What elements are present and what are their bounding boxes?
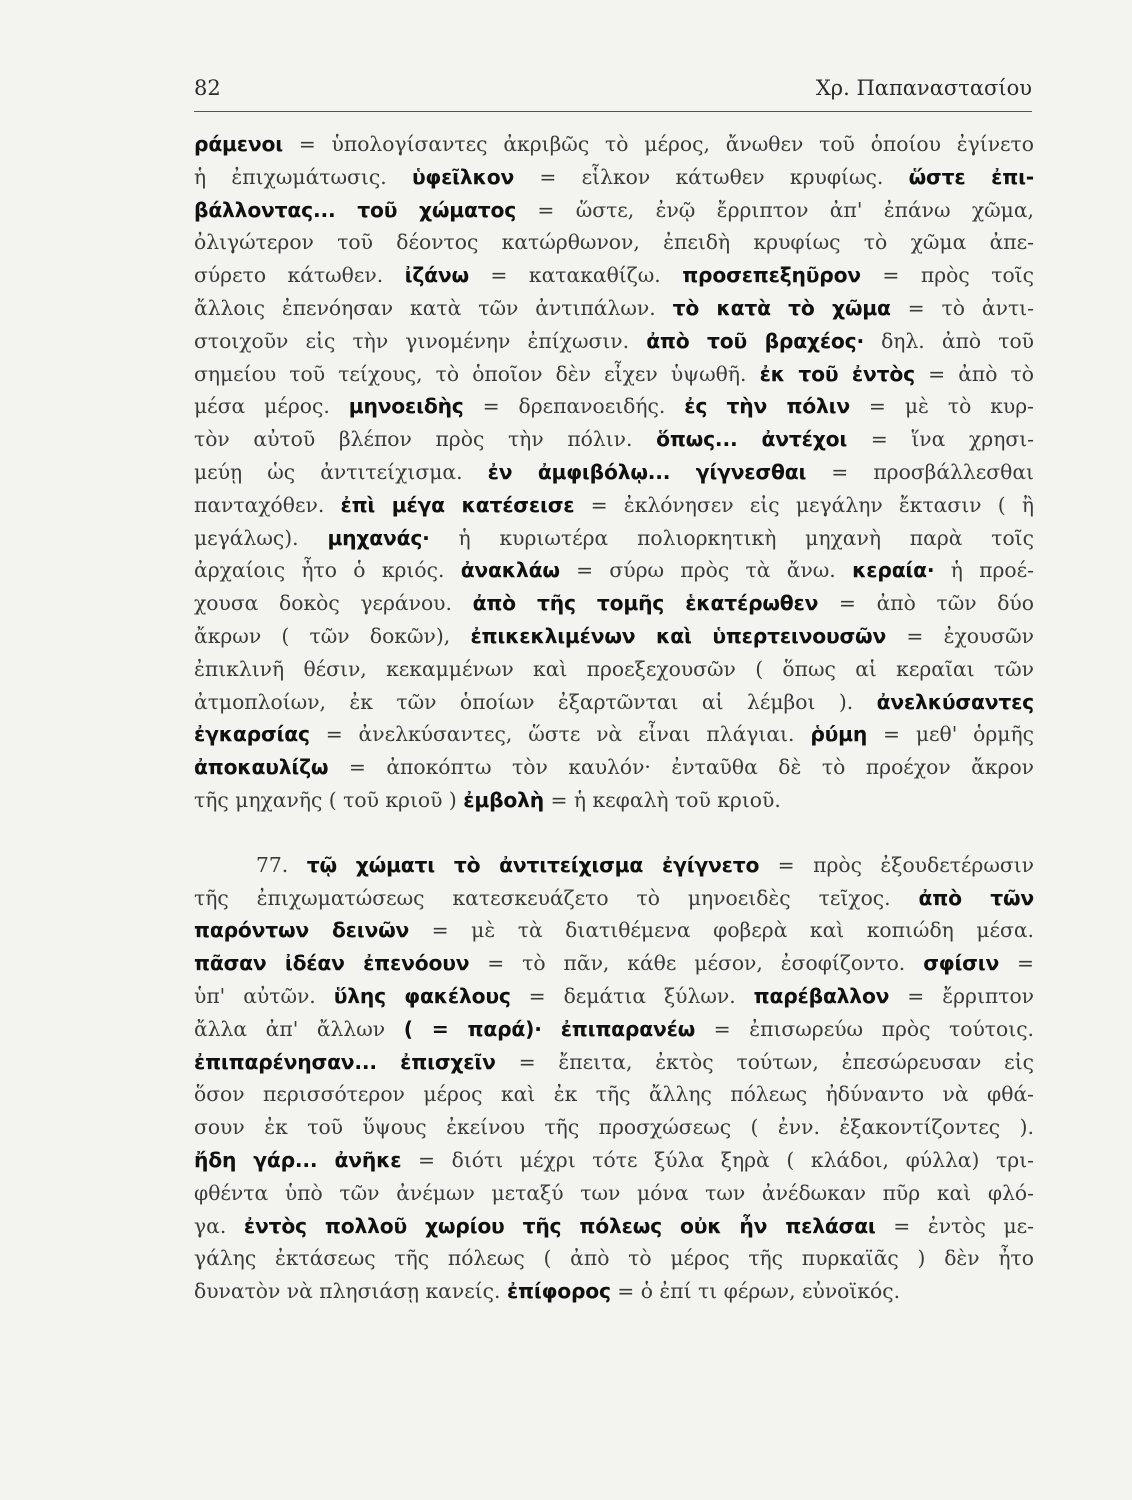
lemma-term: παρέβαλλον	[753, 983, 890, 1008]
gloss-text: = μὲ τὸ κυρ-	[850, 394, 1034, 419]
gloss-text: τῆς μηχανῆς ( τοῦ κριοῦ )	[194, 787, 464, 812]
gloss-text: = ὑπολογίσαντες ἀκριβῶς τὸ μέρος, ἄνωθεν τοῦ ὁποίου ἐγίνετο	[282, 132, 1034, 156]
gloss-text: ἀτμοπλοίων, ἐκ τῶν ὁποίων ἐξαρτῶνται αἱ λέμβοι ).	[194, 689, 877, 714]
gloss-text: χουσα δοκὸς γεράνου.	[194, 591, 473, 616]
gloss-text: ἡ ἐπιχωμάτωσις.	[194, 164, 412, 189]
lemma-term: ἐς τὴν πόλιν	[684, 394, 850, 419]
running-head: Χρ. Παπαναστασίου	[815, 76, 1032, 100]
gloss-text: = ἀπὸ τῶν δύο	[818, 591, 1034, 616]
text-line	[194, 882, 1034, 915]
text-line	[194, 620, 1034, 653]
lemma-term: ἐντὸς πολλοῦ χωρίου τῆς πόλεως οὐκ ἦν πελάσαι	[243, 1213, 876, 1238]
gloss-text: = δρεπανοειδής.	[463, 394, 685, 419]
gloss-text: = κατακαθίζω.	[468, 263, 683, 288]
header-rule	[194, 111, 1032, 112]
gloss-text: ἐπικλινῆ θέσιν, κεκαμμένων καὶ προεξεχουσῶν ( ὅπως αἱ κεραῖαι τῶν	[194, 656, 1034, 681]
gloss-text: ἄκρων ( τῶν δοκῶν),	[194, 623, 471, 648]
text-line	[194, 292, 1034, 325]
gloss-text: ὅσον περισσότερον μέρος καὶ ἐκ τῆς ἄλλης πόλεως ἠδύναντο νὰ φθά-	[194, 1082, 1034, 1107]
text-line	[194, 1013, 1034, 1046]
gloss-text: = ἔρριπτον	[889, 983, 1034, 1008]
lemma-term: ἀνελκύσαντες	[876, 689, 1034, 714]
text-line	[194, 325, 1034, 358]
lemma-term: ( = παρά)· ἐπιπαρανέω	[403, 1016, 696, 1041]
commentary-text	[194, 128, 1034, 1308]
lemma-term: ἐπικεκλιμένων καὶ ὑπερτεινουσῶν	[470, 623, 887, 648]
gloss-text: = ἵνα χρησι-	[847, 427, 1034, 452]
gloss-text: στοιχοῦν εἰς τὴν γινομένην ἐπίχωσιν.	[194, 328, 647, 353]
gloss-text: = ὁ ἐπί τι φέρων, εὐνοϊκός.	[610, 1279, 901, 1304]
gloss-text: = μεθ' ὁρμῆς	[867, 722, 1034, 747]
gloss-text: ὑπ' αὐτῶν.	[194, 983, 334, 1008]
gloss-text: ἡ κυριωτέρα πολιορκητικὴ μηχανὴ παρὰ τοῖς	[429, 525, 1034, 550]
gloss-text: γα.	[194, 1213, 244, 1238]
gloss-text: ὀλιγώτερον τοῦ δέοντος κατώρθωνον, ἐπειδὴ κρυφίως τὸ χῶμα ἀπε-	[194, 230, 1034, 255]
gloss-text: = ἔπειτα, ἐκτὸς τούτων, ἐπεσώρευσαν εἰς	[495, 1049, 1035, 1074]
gloss-text: = ὥστε, ἐνῷ ἔρριπτον ἀπ' ἐπάνω χῶμα,	[516, 197, 1034, 222]
page-number: 82	[194, 76, 221, 100]
gloss-text: μεύῃ ὡς ἀντιτείχισμα.	[194, 459, 488, 484]
text-line	[194, 554, 1034, 587]
lemma-term: παρόντων δεινῶν	[194, 918, 410, 943]
lemma-term: ἀπὸ τοῦ βραχέος·	[646, 328, 864, 353]
text-line	[194, 456, 1034, 489]
lemma-term: ὑφεῖλκον	[411, 164, 515, 189]
gloss-text: = μὲ τὰ διατιθέμενα φοβερὰ καὶ κοπιώδη μέσα.	[409, 918, 1034, 943]
text-line	[194, 259, 1034, 292]
text-line	[194, 194, 1034, 227]
gloss-text: = σύρω πρὸς τὰ ἄνω.	[559, 558, 853, 583]
gloss-text: = ἐκλόνησεν εἰς μεγάλην ἔκτασιν ( ἢ	[574, 492, 1034, 517]
lemma-term: ῥύμη	[810, 722, 868, 747]
lemma-term: ὕλης φακέλους	[333, 983, 511, 1008]
lemma-term: ἐκ τοῦ ἐντὸς	[759, 361, 915, 386]
paragraph-gap	[194, 817, 1034, 849]
lemma-term: μηχανάς·	[327, 525, 430, 550]
lemma-term: ράμενοι	[194, 132, 283, 156]
lemma-term: ἐγκαρσίας	[194, 722, 310, 747]
gloss-text: = δεμάτια ξύλων.	[510, 983, 754, 1008]
gloss-text: ἄλλα ἀπ' ἄλλων	[194, 1016, 404, 1041]
gloss-text: σημείου τοῦ τείχους, τὸ ὁποῖον δὲν εἶχεν ὑψωθῆ.	[194, 361, 760, 386]
gloss-text: = ἀποκόπτω τὸν καυλόν· ἐνταῦθα δὲ τὸ προέχον ἄκρον	[328, 755, 1034, 780]
gloss-text: ἀρχαίοις ἦτο ὁ κριός.	[194, 558, 461, 583]
text-line	[194, 914, 1034, 947]
text-line	[194, 489, 1034, 522]
text-line	[194, 522, 1034, 555]
commentary-paragraph-2	[194, 849, 1034, 1308]
gloss-text: = ἐπισωρεύω πρὸς τούτοις.	[695, 1016, 1034, 1041]
gloss-text: φθέντα ὑπὸ τῶν ἀνέμων μεταξύ των μόνα των ἀνέδωκαν πῦρ καὶ φλό-	[194, 1180, 1034, 1205]
gloss-text: = πρὸς τοῖς	[860, 263, 1034, 288]
gloss-text: = προσβάλλεσθαι	[806, 459, 1034, 484]
page-header	[194, 70, 1032, 110]
gloss-text: = ἀνελκύσαντες, ὥστε νὰ εἶναι πλάγιαι.	[309, 722, 811, 747]
text-line	[194, 1111, 1034, 1144]
lemma-term: τὸ κατὰ τὸ χῶμα	[672, 295, 891, 320]
gloss-text: μέσα μέρος.	[194, 394, 349, 419]
text-line	[194, 980, 1034, 1013]
lemma-term: μηνοειδὴς	[348, 394, 464, 419]
gloss-text: σύρετο κάτωθεν.	[194, 263, 405, 288]
gloss-text: = εἷλκον κάτωθεν κρυφίως.	[514, 164, 909, 189]
lemma-term: ἀπὸ τῆς τομῆς ἑκατέρωθεν	[472, 591, 819, 616]
text-line	[194, 423, 1034, 456]
lemma-term: ἐπιπαρένησαν... ἐπισχεῖν	[194, 1049, 496, 1074]
lemma-term: ἰζάνω	[404, 263, 469, 288]
gloss-text: τῆς ἐπιχωματώσεως κατεσκευάζετο τὸ μηνοειδὲς τεῖχος.	[194, 885, 919, 910]
text-line	[194, 226, 1034, 259]
text-line	[194, 1078, 1034, 1111]
gloss-text: πανταχόθεν.	[194, 492, 341, 517]
gloss-text: = τὸ ἀντι-	[890, 295, 1034, 320]
gloss-text: = ἀπὸ τὸ	[914, 361, 1034, 386]
lemma-term: ἐν ἀμφιβόλῳ... γίγνεσθαι	[487, 459, 807, 484]
gloss-text: ἄλλοις ἐπενόησαν κατὰ τῶν ἀντιπάλων.	[194, 295, 673, 320]
gloss-text: = πρὸς ἐξουδετέρωσιν	[759, 852, 1035, 877]
gloss-text: τὸν αὐτοῦ βλέπον πρὸς τὴν πόλιν.	[194, 427, 657, 452]
gloss-text: δυνατὸν νὰ πλησιάσῃ κανείς.	[194, 1279, 507, 1304]
text-line	[194, 161, 1034, 194]
text-line	[194, 1275, 1034, 1308]
gloss-text: =	[999, 951, 1034, 976]
text-line	[194, 1144, 1034, 1177]
gloss-text: ἡ προέ-	[934, 558, 1034, 583]
text-line	[194, 358, 1034, 391]
lemma-term: ὅπως... ἀντέχοι	[656, 427, 848, 452]
commentary-paragraph-1	[194, 128, 1034, 817]
lemma-term: ἀνακλάω	[460, 558, 560, 583]
text-line	[194, 751, 1034, 784]
text-line	[194, 390, 1034, 423]
text-line	[194, 1242, 1034, 1275]
gloss-text: = διότι μέχρι τότε ξύλα ξηρὰ ( κλάδοι, φύλλα) τρι-	[401, 1147, 1034, 1172]
lemma-term: ἀπὸ τῶν	[918, 885, 1034, 910]
text-line	[194, 653, 1034, 686]
section-number: 77.	[256, 852, 307, 877]
text-line	[194, 128, 1034, 161]
text-line	[194, 587, 1034, 620]
lemma-term: ἤδη γάρ... ἀνῆκε	[194, 1147, 402, 1172]
lemma-term: ὥστε ἐπι-	[908, 164, 1034, 189]
text-line	[194, 718, 1034, 751]
lemma-term: τῷ χώματι τὸ ἀντιτείχισμα ἐγίγνετο	[306, 852, 760, 877]
gloss-text: δηλ. ἀπὸ τοῦ	[863, 328, 1035, 353]
text-line	[194, 849, 1034, 882]
text-line	[194, 1210, 1034, 1243]
lemma-term: σφίσιν	[923, 951, 1000, 976]
lemma-term: ἀποκαυλίζω	[194, 755, 329, 780]
gloss-text: = ἐχουσῶν	[886, 623, 1035, 648]
lemma-term: βάλλοντας... τοῦ χώματος	[194, 197, 517, 222]
gloss-text: γάλης ἐκτάσεως τῆς πόλεως ( ἀπὸ τὸ μέρος τῆς πυρκαϊᾶς ) δὲν ἦτο	[194, 1246, 1034, 1271]
text-line	[194, 947, 1034, 980]
lemma-term: ἐμβολὴ	[463, 787, 544, 812]
text-line	[194, 686, 1034, 719]
text-line	[194, 784, 1034, 817]
lemma-term: ἐπὶ μέγα κατέσεισε	[340, 492, 575, 517]
lemma-term: πᾶσαν ἰδέαν ἐπενόουν	[194, 951, 470, 976]
gloss-text: = ἐντὸς με-	[875, 1213, 1034, 1238]
gloss-text: = ἡ κεφαλὴ τοῦ κριοῦ.	[544, 787, 781, 812]
gloss-text: μεγάλως).	[194, 525, 328, 550]
text-line	[194, 1177, 1034, 1210]
lemma-term: προσεπεξηῦρον	[682, 263, 861, 288]
text-line	[194, 1046, 1034, 1079]
lemma-term: ἐπίφορος	[506, 1279, 611, 1304]
gloss-text: = τὸ πᾶν, κάθε μέσον, ἐσοφίζοντο.	[469, 951, 924, 976]
gloss-text: σουν ἐκ τοῦ ὕψους ἐκείνου τῆς προσχώσεως ( ἐνν. ἐξακοντίζοντες ).	[194, 1115, 1034, 1140]
lemma-term: κεραία·	[852, 558, 935, 583]
